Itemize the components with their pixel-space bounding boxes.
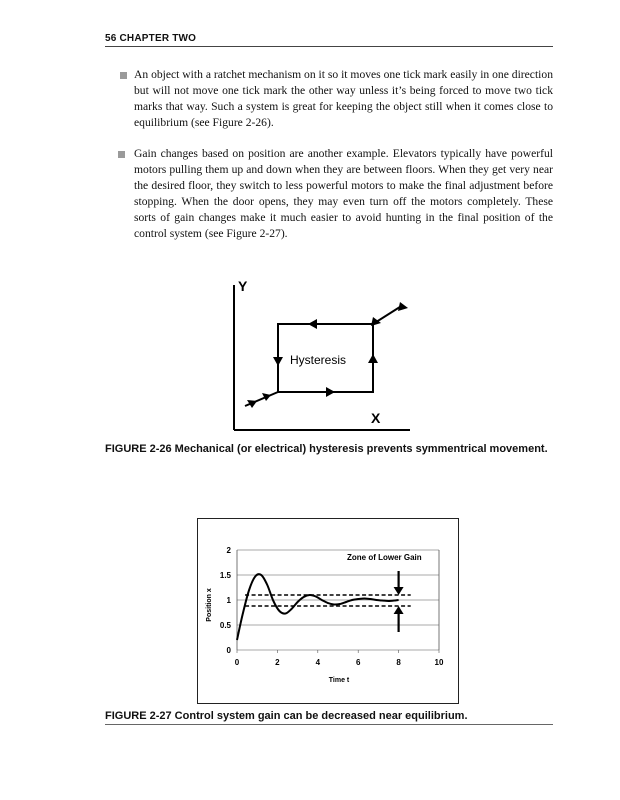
x-tick-label: 8 [396, 658, 401, 667]
caption-rule [105, 724, 553, 725]
bullet-square-icon [118, 151, 125, 158]
figure-2-26-caption: FIGURE 2-26 Mechanical (or electrical) hysteresis prevents symmentrical movement. [105, 443, 548, 455]
page-header [105, 32, 553, 47]
arrow-upper-right-b [398, 302, 408, 311]
y-tick-label: 1.5 [219, 571, 231, 580]
y-axis-label: Y [238, 278, 248, 294]
x-tick-label: 4 [315, 658, 321, 667]
bullet-square-icon [120, 72, 127, 79]
bullet-item-ratchet [134, 67, 553, 131]
figure-2-27-caption: FIGURE 2-27 Control system gain can be decreased near equilibrium. [105, 710, 468, 722]
arrow-top-left [308, 319, 317, 329]
x-tick-label: 2 [275, 658, 280, 667]
x-tick-label: 0 [234, 658, 240, 667]
y-axis-title: Position x [206, 588, 213, 622]
x-axis-label: X [371, 410, 381, 426]
bullet-text: Gain changes based on position are another example. Elevators typically have powerful motors pulling them up and down when they are between floors. When they get very near the desired floor, they switch to less powerful motors to make the final adjustment before stopping. When the door opens, they may even turn off the motors completely. These sorts of gain changes make it much easier to avoid hunting in the final position of the control system (see Figure 2-27). [134, 147, 553, 240]
y-tick-label: 0.5 [219, 621, 231, 630]
x-tick-label: 6 [355, 658, 361, 667]
zone-label: Zone of Lower Gain [347, 553, 422, 562]
arrow-lower-mid [262, 393, 271, 401]
gain-chart [197, 518, 459, 704]
hysteresis-label: Hysteresis [290, 353, 347, 367]
arrow-upper-right-a [371, 317, 381, 326]
y-tick-label: 2 [226, 546, 231, 555]
y-tick-label: 1 [226, 596, 231, 605]
running-head: 56 CHAPTER TWO [105, 33, 197, 44]
x-tick-label: 10 [434, 658, 444, 667]
arrow-bottom-right [326, 387, 335, 397]
bullet-text: An object with a ratchet mechanism on it so it moves one tick mark easily in one direction but will not move one tick mark the other way unless it’s being forced to move two tick marks that way. Such a system is great for keeping the object still when it comes close to equilibrium (see Figure 2-26). [134, 68, 553, 129]
bullet-item-gain-changes [134, 146, 553, 242]
arrow-right-up [368, 354, 378, 363]
x-axis-title: Time t [328, 677, 350, 684]
hysteresis-diagram [225, 275, 425, 435]
y-tick-label: 0 [226, 646, 231, 655]
arrow-left-down [273, 357, 283, 366]
